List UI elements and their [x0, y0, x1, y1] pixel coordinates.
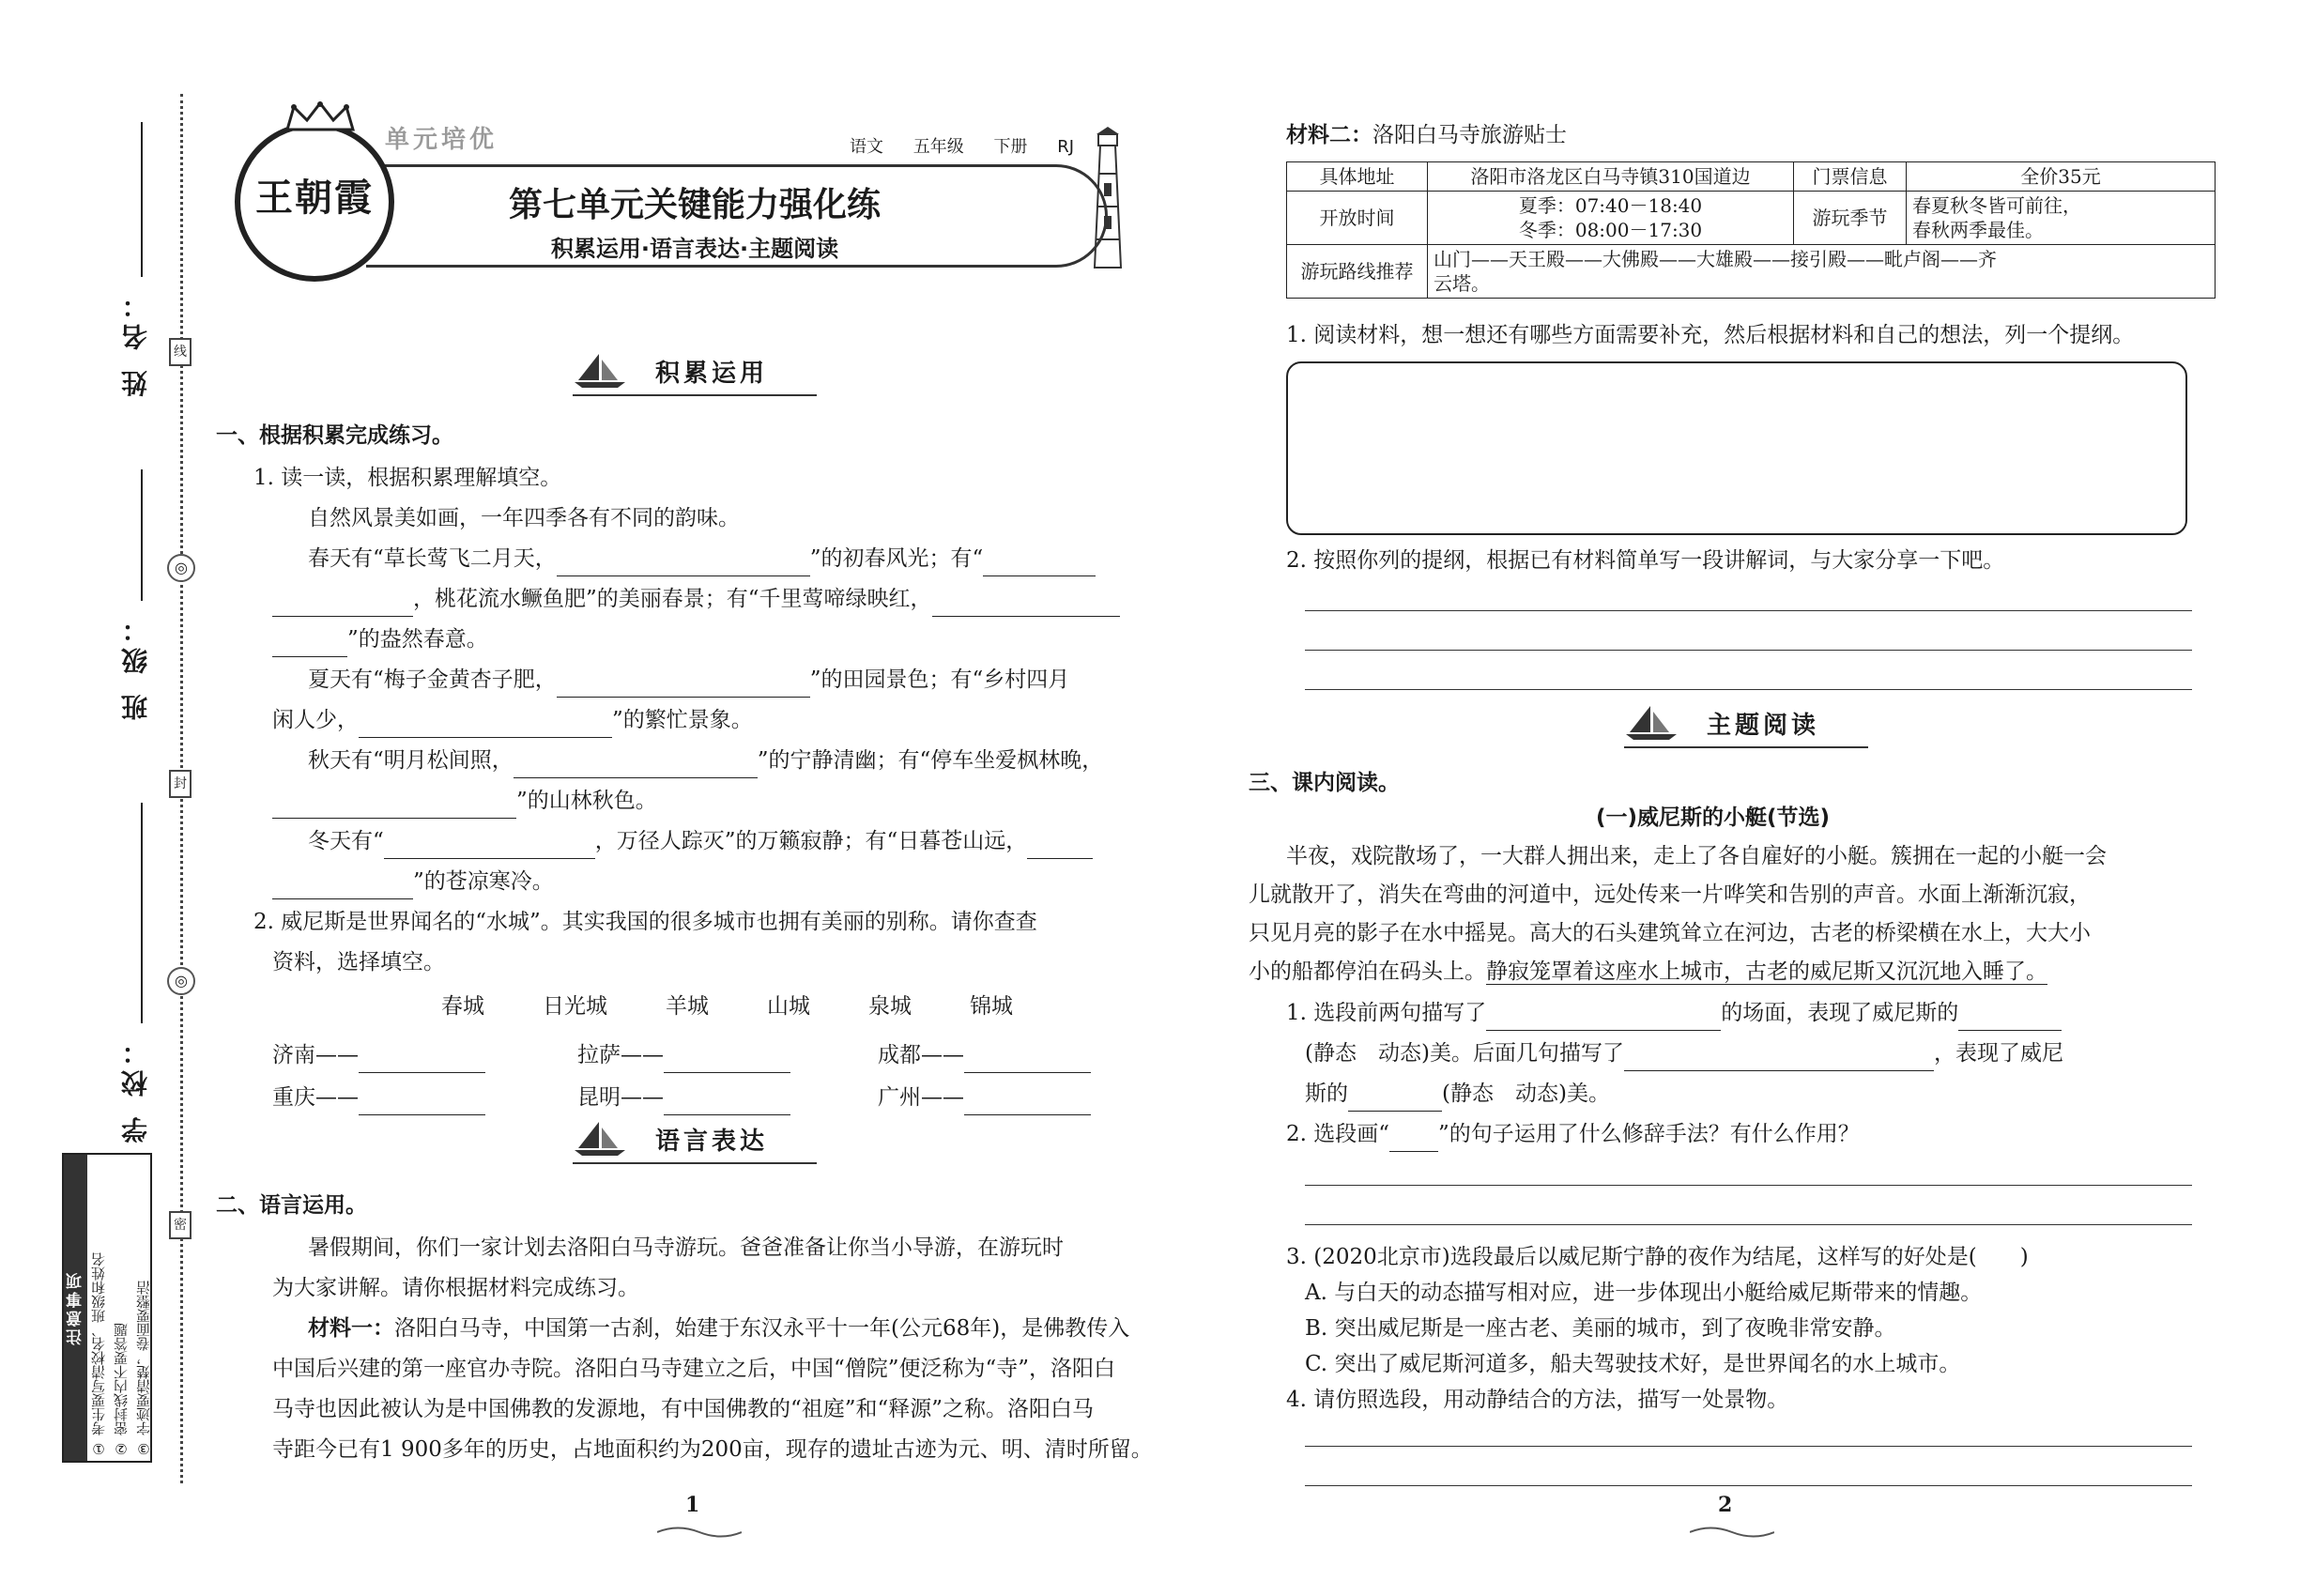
answer-blank[interactable] — [359, 1091, 485, 1115]
option: 春城 — [441, 994, 484, 1019]
section-title: 积累运用 — [655, 359, 769, 388]
note-item: ② 密封线内不要答题 — [113, 1323, 130, 1457]
answer-line[interactable] — [1305, 1185, 2192, 1186]
q2-intro-2: 为大家讲解。请你根据材料完成练习。 — [272, 1276, 639, 1300]
material-1-line: 寺距今已有1 900多年的历史，占地面积约为200亩，现存的遗址古迹为元、明、清时所留。 — [272, 1437, 1153, 1462]
meta-edition: RJ — [1057, 137, 1075, 157]
passage-title: (一)威尼斯的小艇(节选) — [1596, 806, 1831, 830]
answer-blank[interactable] — [272, 633, 347, 657]
note-item: ① 考生要写清校名、班级和姓名 — [90, 1252, 107, 1457]
section-header-reading — [1624, 699, 1819, 746]
city-item: 拉萨—— — [577, 1037, 790, 1073]
material-2-label: 材料二： — [1286, 123, 1372, 147]
answer-blank[interactable] — [1486, 1006, 1721, 1031]
section-header-expression — [573, 1115, 768, 1162]
option: 泉城 — [868, 994, 912, 1019]
answer-blank[interactable] — [384, 835, 595, 859]
autumn-line-2: ”的山林秋色。 — [272, 783, 657, 819]
answer-blank[interactable] — [983, 552, 1096, 576]
table-cell: 春夏秋冬皆可前往， 春秋两季最佳。 — [1907, 192, 2216, 245]
cut-mark-feng: 封 — [169, 770, 192, 798]
section-title: 主题阅读 — [1707, 711, 1820, 740]
wave-decoration-icon — [657, 1526, 742, 1539]
class-label: 班 级： — [120, 610, 151, 721]
table-cell: 游玩季节 — [1794, 192, 1907, 245]
answer-blank[interactable] — [557, 552, 810, 576]
answer-blank[interactable] — [964, 1091, 1091, 1115]
spring-line-1: 春天有“草长莺飞二月天， ”的初春风光；有“ — [308, 541, 1096, 576]
notes-title: 注意事项 — [64, 1155, 87, 1461]
cut-mark-mi: 密 — [169, 1211, 192, 1239]
passage-line: 小的船都停泊在码头上。静寂笼罩着这座水上城市，古老的威尼斯又沉沉地入睡了。 — [1249, 959, 2047, 984]
page-2 — [1249, 0, 2225, 1596]
material-1-label: 材料一： — [308, 1316, 394, 1341]
table-cell: 具体地址 — [1287, 162, 1428, 192]
r-q1-line-1: 1. 选段前两句描写了 的场面，表现了威尼斯的 — [1286, 995, 2062, 1031]
table-cell: 开放时间 — [1287, 192, 1428, 245]
answer-blank[interactable] — [272, 592, 413, 617]
city-item: 广州—— — [878, 1080, 1091, 1115]
table-cell: 夏季：07:40－18:40 冬季：08:00－17:30 — [1428, 192, 1794, 245]
sailboat-icon — [573, 1120, 627, 1158]
answer-line[interactable] — [1305, 689, 2192, 690]
choice-a[interactable]: A. 与白天的动态描写相对应，进一步体现出小艇给威尼斯带来的情趣。 — [1305, 1281, 1983, 1305]
answer-blank[interactable] — [1389, 1128, 1438, 1152]
answer-line[interactable] — [1305, 1446, 2192, 1447]
crown-icon — [283, 101, 358, 133]
page-subtitle: 积累运用·语言表达·主题阅读 — [550, 236, 839, 262]
answer-blank[interactable] — [514, 754, 758, 778]
name-blank[interactable] — [141, 122, 143, 277]
material-2-heading: 材料二：洛阳白马寺旅游贴士 — [1286, 123, 1567, 147]
answer-blank[interactable] — [359, 714, 612, 738]
material-1-line: 中国后兴建的第一座官办寺院。洛阳白马寺建立之后，中国“僧院”便泛称为“寺”，洛阳白 — [272, 1357, 1116, 1381]
table-row — [1287, 162, 2216, 192]
q2-intro-1: 暑假期间，你们一家计划去洛阳白马寺游玩。爸爸准备让你当小导游，在游玩时 — [308, 1235, 1064, 1260]
city-item: 重庆—— — [272, 1080, 485, 1115]
section-title: 语言表达 — [655, 1127, 769, 1156]
r-q1-line-3: 斯的 (静态 动态)美。 — [1305, 1076, 1610, 1112]
answer-line[interactable] — [1305, 650, 2192, 651]
answer-blank[interactable] — [1958, 1006, 2062, 1031]
answer-blank[interactable] — [932, 592, 1120, 617]
spring-line-2: ，桃花流水鳜鱼肥”的美丽春景；有“千里莺啼绿映红， — [272, 581, 1120, 617]
answer-blank[interactable] — [664, 1049, 790, 1073]
r-q4: 4. 请仿照选段，用动静结合的方法，描写一处景物。 — [1286, 1388, 1789, 1412]
table-cell: 全价35元 — [1907, 162, 2216, 192]
spring-line-3: ”的盎然春意。 — [272, 622, 488, 657]
lighthouse-icon — [1080, 127, 1136, 277]
table-row — [1287, 245, 2216, 299]
unit-tag: 单元培优 — [385, 126, 498, 154]
table-cell: 游玩路线推荐 — [1287, 245, 1428, 299]
school-label: 学 校： — [120, 1033, 151, 1143]
sailboat-icon — [573, 352, 627, 390]
page-number: 1 — [685, 1493, 700, 1517]
table-cell: 洛阳市洛龙区白马寺镇310国道边 — [1428, 162, 1794, 192]
city-item: 成都—— — [878, 1037, 1091, 1073]
outline-answer-box[interactable] — [1286, 361, 2187, 535]
material-1-line: 马寺也因此被认为是中国佛教的发源地，有中国佛教的“祖庭”和“释源”之称。洛阳白马 — [272, 1397, 1095, 1421]
option: 锦城 — [970, 994, 1013, 1019]
meta-volume: 下册 — [993, 137, 1028, 157]
winter-line-2: ”的苍凉寒冷。 — [272, 864, 554, 899]
brand-logo — [235, 122, 394, 282]
autumn-line-1: 秋天有“明月松间照， ”的宁静清幽；有“停车坐爱枫林晚， — [308, 743, 1103, 778]
school-blank[interactable] — [141, 803, 143, 1023]
sailboat-icon — [1624, 704, 1679, 742]
material-1-line: 材料一：洛阳白马寺，中国第一古刹，始建于东汉永平十一年(公元68年)，是佛教传入 — [308, 1316, 1130, 1341]
name-label: 姓 名： — [120, 286, 151, 397]
page-header — [216, 113, 1173, 286]
cut-mark-xian: 线 — [169, 338, 192, 366]
r-q1-line-2: (静态 动态)美。后面几句描写了 ，表现了威尼 — [1305, 1036, 2063, 1071]
q3-heading: 三、课内阅读。 — [1249, 771, 1400, 795]
answer-line[interactable] — [1305, 1485, 2192, 1486]
page-1 — [197, 0, 1192, 1596]
choice-c[interactable]: C. 突出了威尼斯河道多，船夫驾驶技术好，是世界闻名的水上城市。 — [1305, 1352, 1961, 1376]
option: 羊城 — [666, 994, 709, 1019]
r-q2: 2. 选段画“ ”的句子运用了什么修辞手法？有什么作用？ — [1286, 1116, 1860, 1152]
q1-2-prompt-a: 2. 威尼斯是世界闻名的“水城”。其实我国的很多城市也拥有美丽的别称。请你查查 — [253, 910, 1037, 934]
passage-line: 半夜，戏院散场了，一大群人拥出来，走上了各自雇好的小艇。簇拥在一起的小艇一会 — [1286, 844, 2107, 868]
q2-heading: 二、语言运用。 — [216, 1193, 367, 1218]
page-number: 2 — [1718, 1493, 1733, 1517]
page-title: 第七单元关键能力强化练 — [508, 186, 881, 224]
r-q3: 3. (2020北京市)选段最后以威尼斯宁静的夜作为结尾，这样写的好处是( ) — [1286, 1245, 2029, 1269]
city-item: 济南—— — [272, 1037, 485, 1073]
answer-line[interactable] — [1305, 610, 2192, 611]
travel-tips-table — [1286, 161, 2216, 299]
passage-line: 只见月亮的影子在水中摇晃。高大的石头建筑耸立在河边，古老的桥梁横在水上，大大小 — [1249, 921, 2091, 945]
answer-blank[interactable] — [272, 875, 413, 899]
poem-intro: 自然风景美如画，一年四季各有不同的韵味。 — [308, 506, 740, 530]
table-row — [1287, 192, 2216, 245]
answer-blank[interactable] — [1348, 1087, 1442, 1112]
q1-2-prompt-b: 资料，选择填空。 — [272, 950, 445, 974]
book-meta — [850, 133, 1098, 158]
choice-b[interactable]: B. 突出威尼斯是一座古老、美丽的城市，到了夜晚非常安静。 — [1305, 1316, 1896, 1341]
binding-margin — [0, 0, 188, 1596]
wave-decoration-icon — [1690, 1526, 1774, 1539]
answer-blank[interactable] — [1624, 1047, 1934, 1071]
answer-blank[interactable] — [557, 673, 810, 698]
city-item: 昆明—— — [577, 1080, 790, 1115]
q1-heading: 一、根据积累完成练习。 — [216, 423, 453, 448]
passage-line: 儿就散开了，消失在弯曲的河道中，远处传来一片哗笑和告别的声音。水面上渐渐沉寂， — [1249, 882, 2091, 907]
seal-circle-icon: ◎ — [167, 554, 195, 582]
m-q1: 1. 阅读材料，想一想还有哪些方面需要补充，然后根据材料和自己的想法，列一个提纲。 — [1286, 323, 2135, 347]
option-list — [441, 989, 1013, 1024]
notes-box — [62, 1153, 152, 1463]
answer-line[interactable] — [1305, 1224, 2192, 1225]
section-header-accumulation — [573, 347, 768, 394]
meta-grade: 五年级 — [912, 137, 964, 157]
answer-blank[interactable] — [964, 1049, 1091, 1073]
option: 日光城 — [543, 994, 607, 1019]
underlined-sentence: 静寂笼罩着这座水上城市，古老的威尼斯又沉沉地入睡了。 — [1486, 959, 2047, 984]
summer-line-1: 夏天有“梅子金黄杏子肥， ”的田园景色；有“乡村四月 — [308, 662, 1069, 698]
logo-text: 王朝霞 — [255, 176, 374, 220]
table-cell: 门票信息 — [1794, 162, 1907, 192]
meta-subject: 语文 — [850, 137, 883, 157]
class-blank[interactable] — [141, 469, 143, 601]
winter-line-1: 冬天有“ ，万径人踪灭”的万籁寂静；有“日暮苍山远， — [308, 823, 1093, 859]
answer-blank[interactable] — [359, 1049, 485, 1073]
option: 山城 — [767, 994, 810, 1019]
m-q2: 2. 按照你列的提纲，根据已有材料简单写一段讲解词，与大家分享一下吧。 — [1286, 548, 2005, 573]
seal-circle-icon: ◎ — [167, 967, 195, 995]
note-item: ③ 字迹要清楚，卷面要整洁 — [135, 1281, 152, 1457]
answer-blank[interactable] — [272, 794, 516, 819]
q1-1-prompt: 1. 读一读，根据积累理解填空。 — [253, 466, 562, 490]
summer-line-2: 闲人少， ”的繁忙景象。 — [272, 702, 753, 738]
answer-blank[interactable] — [1027, 835, 1093, 859]
table-cell: 山门——天王殿——大佛殿——大雄殿——接引殿——毗卢阁——齐 云塔。 — [1428, 245, 2216, 299]
answer-blank[interactable] — [664, 1091, 790, 1115]
